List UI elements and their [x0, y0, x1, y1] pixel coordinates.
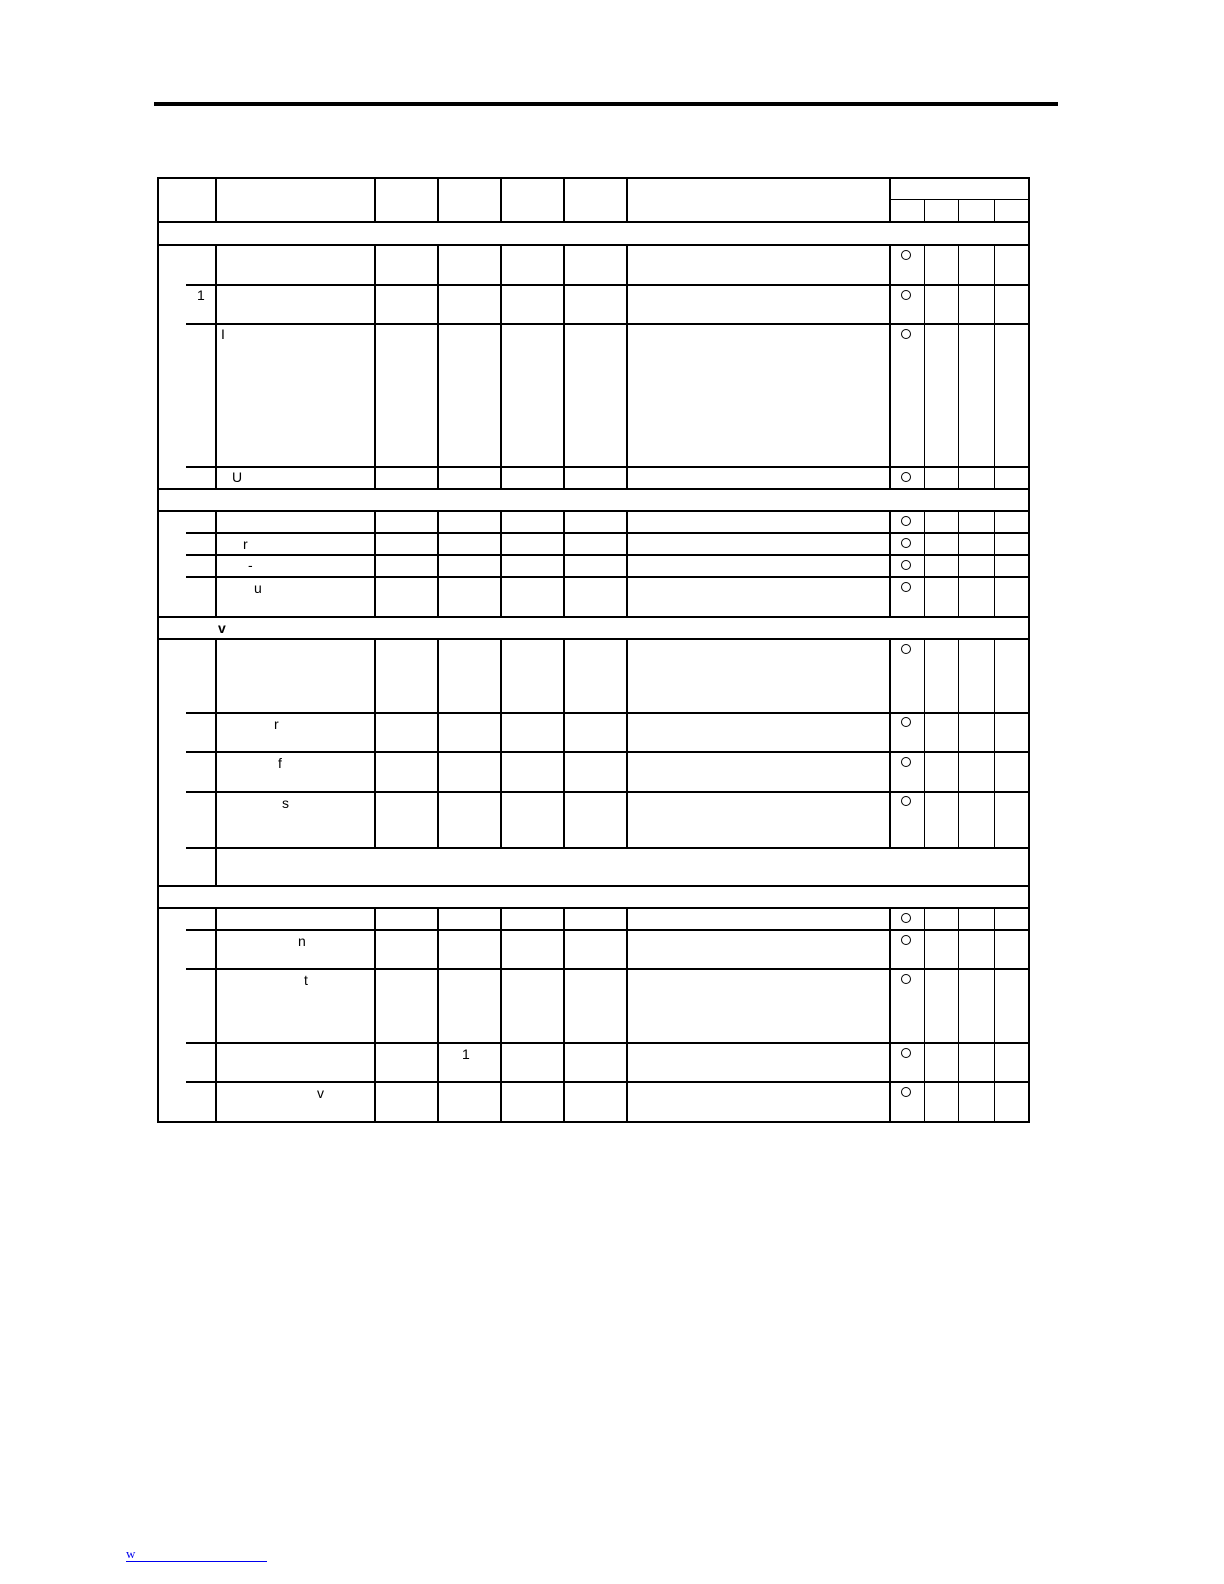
- grid-line: [563, 638, 565, 847]
- circle-icon: [901, 560, 911, 570]
- grid-line: [924, 907, 925, 1121]
- grid-line: [889, 244, 891, 488]
- circle-icon: [901, 250, 911, 260]
- grid-line: [157, 638, 1030, 640]
- grid-line: [958, 638, 959, 847]
- circle-icon: [901, 538, 911, 548]
- grid-line: [186, 1081, 1030, 1083]
- grid-line: [994, 199, 995, 221]
- grid-line: [157, 1121, 1030, 1123]
- section-header-label: v: [218, 620, 226, 636]
- circle-icon: [901, 582, 911, 592]
- grid-line: [889, 510, 891, 616]
- grid-line: [924, 510, 925, 616]
- cell-label: r: [274, 716, 279, 732]
- grid-line: [626, 177, 628, 221]
- grid-line: [157, 510, 1030, 512]
- grid-line: [186, 284, 1030, 286]
- grid-line: [157, 221, 1030, 223]
- circle-icon: [901, 290, 911, 300]
- cell-label: I: [221, 326, 225, 342]
- cell-label: r: [243, 536, 248, 552]
- grid-line: [958, 907, 959, 1121]
- grid-line: [994, 907, 995, 1121]
- grid-line: [924, 638, 925, 847]
- grid-line: [563, 510, 565, 616]
- grid-line: [374, 907, 376, 1121]
- grid-line: [500, 244, 502, 488]
- circle-icon: [901, 516, 911, 526]
- grid-line: [186, 323, 1030, 325]
- circle-icon: [901, 935, 911, 945]
- grid-line: [374, 244, 376, 488]
- grid-line: [186, 532, 1030, 534]
- cell-label: t: [304, 972, 308, 988]
- circle-icon: [901, 644, 911, 654]
- grid-line: [500, 510, 502, 616]
- circle-icon: [901, 1087, 911, 1097]
- top-rule: [154, 102, 1058, 106]
- grid-line: [157, 488, 1030, 490]
- grid-line: [186, 1042, 1030, 1044]
- grid-line: [215, 638, 217, 847]
- row-index-label: 1: [197, 287, 205, 303]
- grid-line: [626, 244, 628, 488]
- grid-line: [186, 554, 1030, 556]
- grid-line: [437, 638, 439, 847]
- grid-line: [500, 638, 502, 847]
- grid-line: [157, 616, 1030, 618]
- grid-line: [374, 177, 376, 221]
- grid-line: [186, 968, 1030, 970]
- cell-label: U: [232, 469, 243, 485]
- grid-line: [215, 907, 217, 1121]
- grid-line: [958, 244, 959, 488]
- grid-line: [157, 885, 1030, 887]
- grid-line: [563, 177, 565, 221]
- grid-line: [374, 638, 376, 847]
- grid-line: [563, 907, 565, 1121]
- grid-line: [563, 244, 565, 488]
- grid-line: [994, 510, 995, 616]
- grid-line: [215, 244, 217, 488]
- grid-line: [924, 199, 925, 221]
- grid-line: [186, 751, 1030, 753]
- spec-table: [157, 177, 1030, 1123]
- grid-line: [186, 576, 1030, 578]
- grid-line: [889, 907, 891, 1121]
- grid-line: [924, 244, 925, 488]
- cell-label: n: [298, 933, 306, 949]
- grid-line: [437, 510, 439, 616]
- grid-line: [215, 847, 217, 885]
- circle-icon: [901, 757, 911, 767]
- grid-line: [889, 199, 1030, 200]
- footer-link[interactable]: w: [126, 1546, 136, 1561]
- circle-icon: [901, 717, 911, 727]
- grid-line: [958, 510, 959, 616]
- cell-label: s: [282, 795, 289, 811]
- grid-line: [994, 638, 995, 847]
- grid-line: [157, 907, 1030, 909]
- circle-icon: [901, 913, 911, 923]
- cell-label: v: [317, 1085, 324, 1101]
- circle-icon: [901, 1048, 911, 1058]
- grid-line: [374, 510, 376, 616]
- circle-icon: [901, 329, 911, 339]
- grid-line: [994, 244, 995, 488]
- grid-line: [889, 177, 891, 221]
- grid-line: [500, 907, 502, 1121]
- grid-line: [437, 907, 439, 1121]
- grid-line: [626, 510, 628, 616]
- grid-line: [437, 244, 439, 488]
- cell-label: 1: [462, 1046, 470, 1062]
- cell-label: f: [278, 755, 282, 771]
- circle-icon: [901, 974, 911, 984]
- footer-link-underline: [126, 1561, 267, 1562]
- grid-line: [626, 907, 628, 1121]
- circle-icon: [901, 472, 911, 482]
- cell-label: -: [248, 557, 253, 573]
- grid-line: [500, 177, 502, 221]
- cell-label: u: [254, 580, 262, 596]
- grid-line: [215, 177, 217, 221]
- grid-line: [186, 929, 1030, 931]
- grid-line: [626, 638, 628, 847]
- grid-line: [215, 510, 217, 616]
- circle-icon: [901, 796, 911, 806]
- grid-line: [958, 199, 959, 221]
- grid-line: [186, 466, 1030, 468]
- grid-line: [157, 244, 1030, 246]
- grid-line: [437, 177, 439, 221]
- grid-line: [186, 712, 1030, 714]
- grid-line: [186, 791, 1030, 793]
- grid-line: [889, 638, 891, 847]
- grid-line: [186, 847, 1030, 849]
